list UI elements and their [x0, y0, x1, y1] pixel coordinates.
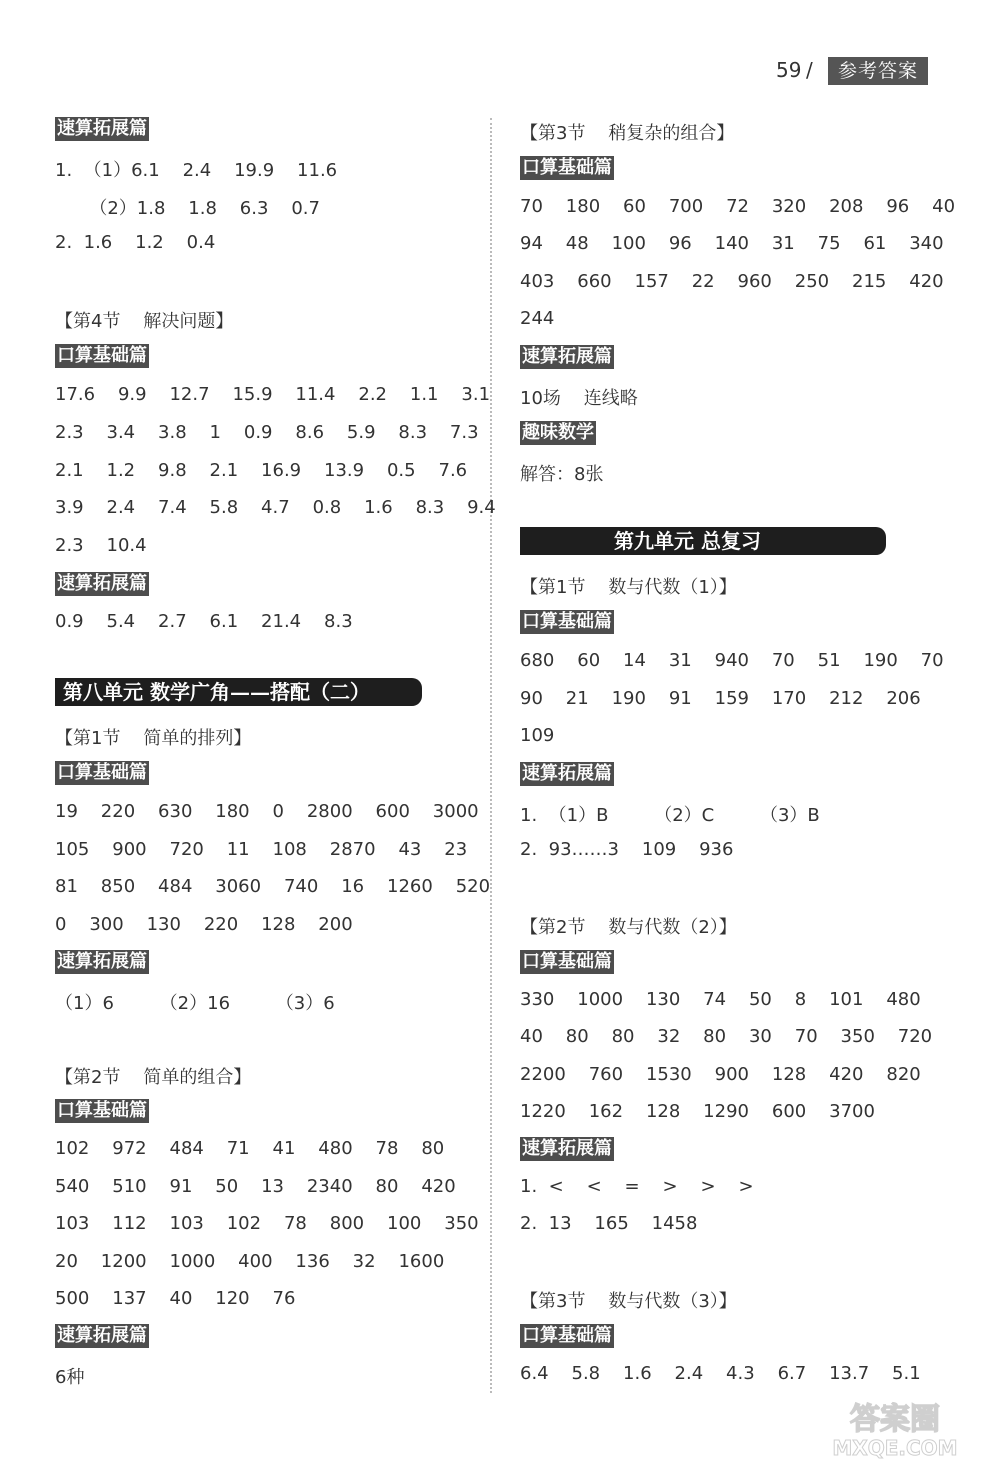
answer-line: 10场 连线略 [520, 388, 638, 409]
answer-line: 330 1000 130 74 50 8 101 480 [520, 989, 921, 1010]
watermark-logo [810, 1393, 980, 1463]
section-label: 趣味数学 [522, 422, 594, 443]
answer-line: 2.3 3.4 3.8 1 0.9 8.6 5.9 8.3 7.3 [55, 422, 479, 443]
unit-banner: 第八单元 数学广角——搭配（二） [55, 678, 422, 706]
answer-line: 6种 [55, 1367, 85, 1388]
section-title: 【第3节 数与代数（3）】 [520, 1291, 737, 1312]
section-label: 速算拓展篇 [522, 346, 612, 367]
answer-line: 2200 760 1530 900 128 420 820 [520, 1064, 921, 1085]
section-label: 速算拓展篇 [57, 118, 147, 139]
answer-line: 109 [520, 725, 555, 746]
page-number: 59 [776, 58, 802, 82]
answer-line: 105 900 720 11 108 2870 43 23 [55, 839, 468, 860]
answer-line: 解答：8张 [520, 464, 604, 485]
answer-line: 1. （1）6.1 2.4 19.9 11.6 [55, 160, 338, 181]
answer-line: 2.3 10.4 [55, 535, 147, 556]
answer-line: 3.9 2.4 7.4 5.8 4.7 0.8 1.6 8.3 9.4 [55, 497, 496, 518]
answer-line: 90 21 190 91 159 170 212 206 [520, 688, 921, 709]
answer-line: 20 1200 1000 400 136 32 1600 [55, 1251, 445, 1272]
section-label: 速算拓展篇 [57, 1325, 147, 1346]
answer-line: 1220 162 128 1290 600 3700 [520, 1101, 875, 1122]
section-label: 口算基础篇 [522, 611, 612, 632]
section-title: 【第1节 数与代数（1）】 [520, 577, 737, 598]
section-title: 【第3节 稍复杂的组合】 [520, 123, 735, 144]
header-answer-tag: 参考答案 [828, 57, 928, 85]
section-label: 口算基础篇 [57, 1100, 147, 1121]
section-title: 【第2节 简单的组合】 [55, 1067, 252, 1088]
section-label: 速算拓展篇 [57, 951, 147, 972]
answer-line: （2）1.8 1.8 6.3 0.7 [55, 198, 320, 219]
answer-line: 94 48 100 96 140 31 75 61 340 [520, 233, 944, 254]
answer-line: 81 850 484 3060 740 16 1260 520 [55, 876, 491, 897]
unit-banner: 第九单元 总复习 [520, 527, 886, 555]
answer-line: 403 660 157 22 960 250 215 420 [520, 271, 944, 292]
answer-line: 70 180 60 700 72 320 208 96 40 [520, 196, 956, 217]
answer-line: 6.4 5.8 1.6 2.4 4.3 6.7 13.7 5.1 [520, 1363, 921, 1384]
section-label: 速算拓展篇 [57, 573, 147, 594]
answer-line: 103 112 103 102 78 800 100 350 [55, 1213, 479, 1234]
answer-line: 244 [520, 308, 555, 329]
answer-line: 17.6 9.9 12.7 15.9 11.4 2.2 1.1 3.1 [55, 384, 491, 405]
header-slash: / [806, 58, 813, 82]
answer-line: 0 300 130 220 128 200 [55, 914, 353, 935]
answer-line: 1. < < = > > > [520, 1176, 754, 1197]
section-title: 【第2节 数与代数（2）】 [520, 917, 737, 938]
answer-line: 500 137 40 120 76 [55, 1288, 296, 1309]
section-label: 速算拓展篇 [522, 1138, 612, 1159]
watermark-text-cn: 答案圈 [850, 1402, 940, 1437]
section-title: 【第1节 简单的排列】 [55, 728, 252, 749]
answer-line: 2. 1.6 1.2 0.4 [55, 232, 216, 253]
section-label: 口算基础篇 [57, 345, 147, 366]
answer-line: 40 80 80 32 80 30 70 350 720 [520, 1026, 933, 1047]
answer-line: （1）6 （2）16 （3）6 [55, 993, 335, 1014]
answer-line: 1. （1）B （2）C （3）B [520, 805, 820, 826]
section-label: 口算基础篇 [57, 762, 147, 783]
column-divider [490, 118, 492, 1393]
watermark-text-en: MXQE.COM [832, 1436, 958, 1460]
answer-line: 2.1 1.2 9.8 2.1 16.9 13.9 0.5 7.6 [55, 460, 468, 481]
answer-line: 19 220 630 180 0 2800 600 3000 [55, 801, 479, 822]
answer-line: 2. 93……3 109 936 [520, 839, 734, 860]
section-label: 口算基础篇 [522, 951, 612, 972]
answer-line: 0.9 5.4 2.7 6.1 21.4 8.3 [55, 611, 353, 632]
section-title: 【第4节 解决问题】 [55, 311, 234, 332]
answer-line: 2. 13 165 1458 [520, 1213, 698, 1234]
section-label: 口算基础篇 [522, 157, 612, 178]
section-label: 口算基础篇 [522, 1325, 612, 1346]
answer-line: 540 510 91 50 13 2340 80 420 [55, 1176, 456, 1197]
answer-line: 102 972 484 71 41 480 78 80 [55, 1138, 445, 1159]
section-label: 速算拓展篇 [522, 763, 612, 784]
answer-line: 680 60 14 31 940 70 51 190 70 [520, 650, 944, 671]
